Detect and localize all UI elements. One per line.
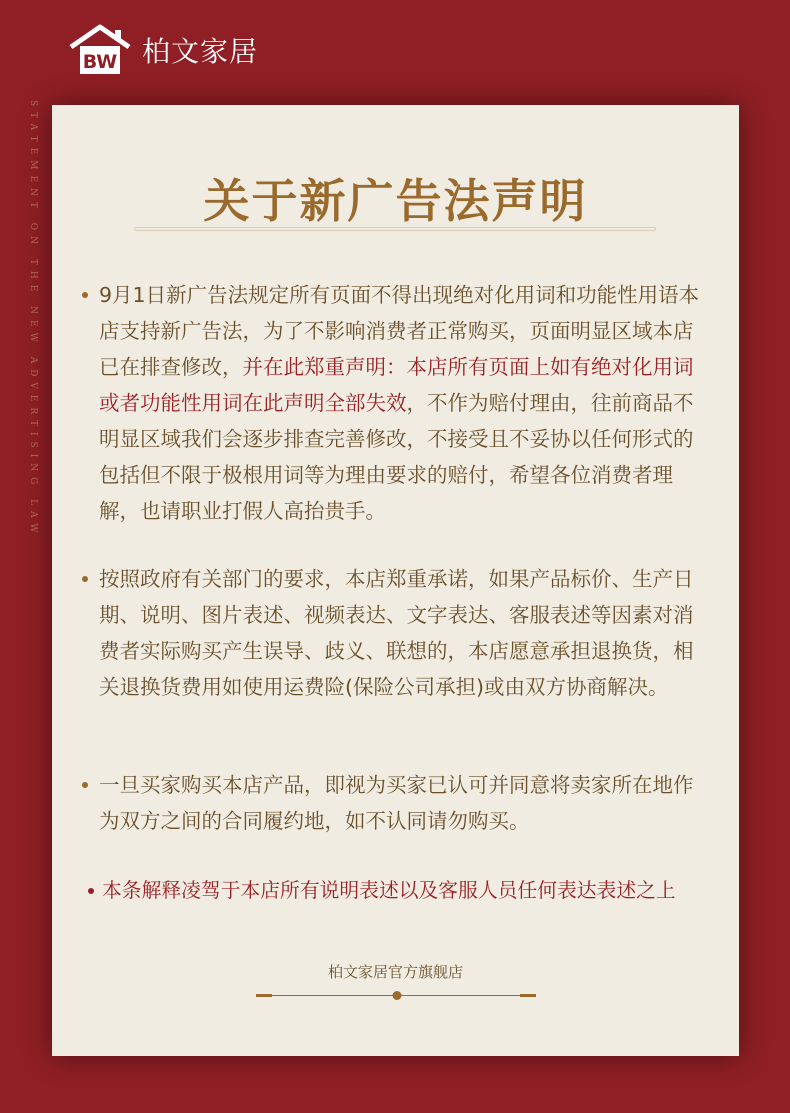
para3-text: 一旦买家购买本店产品，即视为买家已认可并同意将卖家所在地作为双方之间的合同履约地，如不认同请勿购买。 (99, 773, 694, 833)
bullet-icon (82, 576, 88, 582)
side-vertical-text: STATEMENT ON THE NEW ADVERTISING LAW (28, 100, 38, 539)
brand-header (68, 22, 258, 78)
statement-card (52, 105, 739, 1056)
bullet-icon (88, 888, 94, 894)
footer-ornament-icon (256, 990, 536, 1002)
para2-text: 按照政府有关部门的要求，本店郑重承诺，如果产品标价、生产日期、说明、图片表述、视频表达、文字表达、客服表述等因素对消费者实际购买产生误导、歧义、联想的，本店愿意承担退换货，相关退换货费用如使用运费险(保险公司承担)或由双方协商解决。 (99, 567, 694, 699)
title-divider (134, 227, 656, 231)
store-name: 柏文家居官方旗舰店 (327, 963, 463, 981)
final-note (102, 877, 742, 905)
house-logo-icon (68, 24, 132, 76)
bullet-icon (82, 292, 88, 298)
statement-title: 关于新广告法声明 (203, 174, 588, 228)
para1-text-a: 9月1日新广告法规定所有页面不得出现绝对化用词和功能性用语本店支持新广告法，为了不影响消费者正常购买，页面明显区域本店已在排查修改， (99, 283, 700, 379)
brand-name: 柏文家居 (142, 35, 259, 68)
statement-paragraph-2 (99, 561, 711, 705)
statement-paragraph-1 (99, 277, 711, 529)
bullet-icon (82, 782, 88, 788)
statement-paragraph-3 (99, 767, 711, 839)
para1-text-b: ，不作为赔付理由，往前商品不明显区域我们会逐步排查完善修改，不接受且不妥协以任何形式的包括但不限于极根用词等为理由要求的赔付，希望各位消费者理解，也请职业打假人高抬贵手。 (99, 391, 694, 523)
logo-text: BW (82, 51, 118, 73)
final-note-text: 本条解释凌驾于本店所有说明表述以及客服人员任何表达表述之上 (102, 879, 676, 902)
para1-highlight: 并在此郑重声明：本店所有页面上如有绝对化用词或者功能性用词在此声明全部失效 (99, 355, 694, 415)
